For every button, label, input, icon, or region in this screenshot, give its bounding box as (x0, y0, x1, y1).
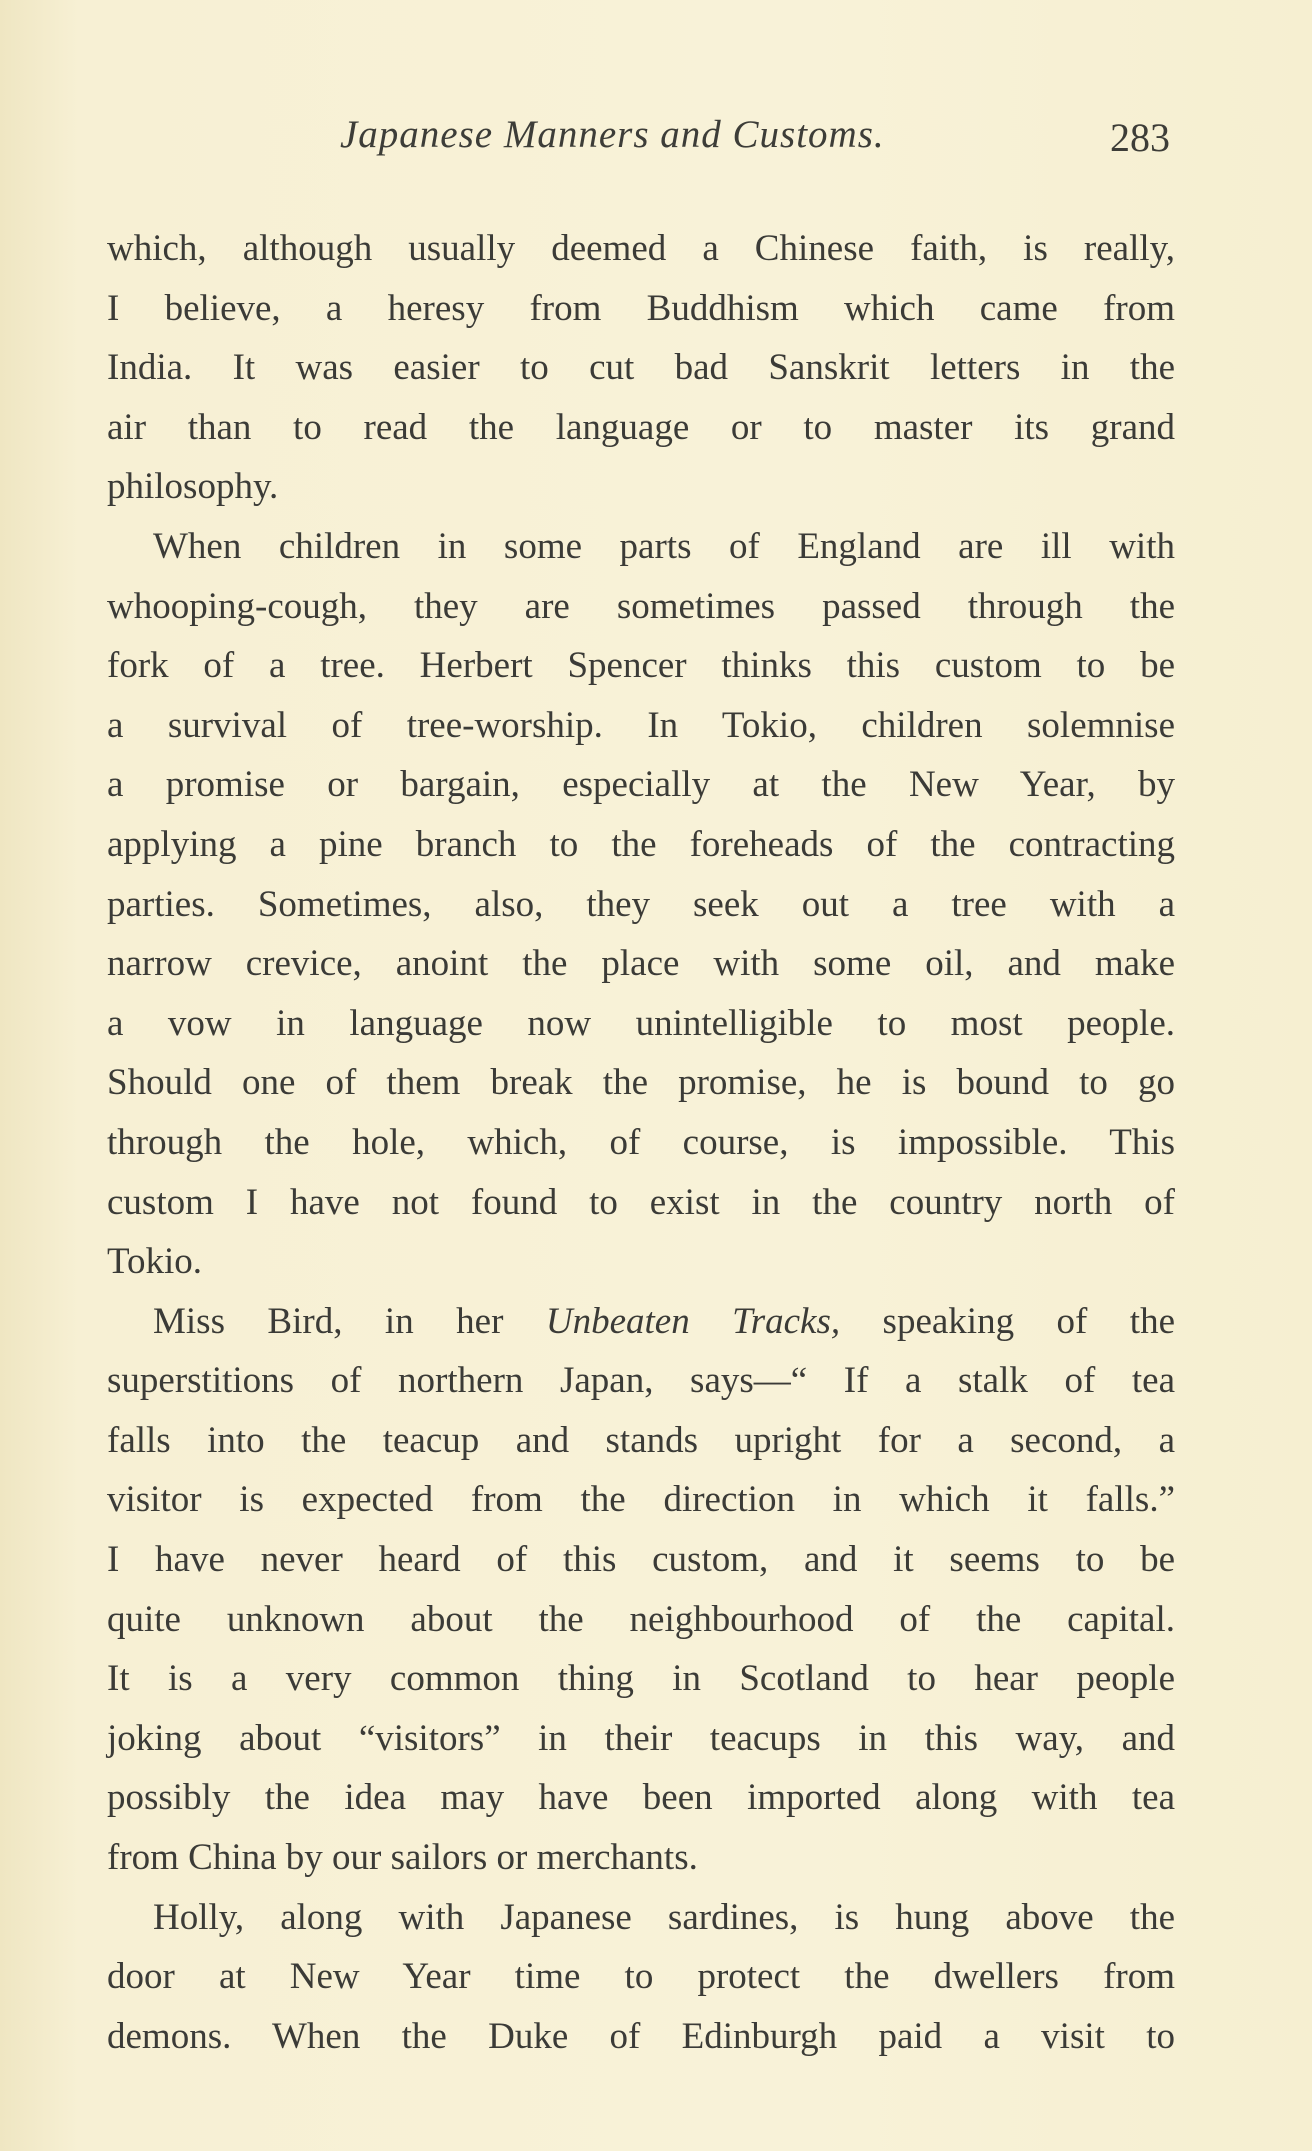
text-line: custom I have not found to exist in the country north of (107, 1181, 1175, 1223)
running-title: Japanese Manners and Customs. (340, 113, 885, 156)
text-line: which, although usually deemed a Chinese faith, is really, (107, 228, 1175, 269)
text-line: possibly the idea may have been imported along with tea (107, 1777, 1175, 1819)
text-line: falls into the teacup and stands upright for a second, a (107, 1419, 1175, 1461)
text-line: a survival of tree-worship. In Tokio, children solemnise (107, 704, 1175, 746)
paragraph-start-line: Holly, along with Japanese sardines, is hung above the (153, 1896, 1175, 1938)
paragraph-start-line (107, 1292, 1175, 1352)
text-line: philosophy. (107, 466, 279, 508)
text-line: applying a pine branch to the foreheads of the contracting (107, 823, 1175, 865)
paragraph-start-line: When children in some parts of England are ill with (153, 525, 1175, 567)
text-line: I believe, a heresy from Buddhism which came from (107, 287, 1175, 329)
text-fragment: speaking of the (840, 1300, 1176, 1342)
text-fragment: Miss Bird, in her (153, 1300, 546, 1342)
text-line: whooping-cough, they are sometimes passed through the (107, 585, 1175, 627)
text-line: joking about “visitors” in their teacups in this way, and (107, 1717, 1175, 1759)
text-line: a vow in language now unintelligible to most people. (107, 1002, 1175, 1044)
text-line: demons. When the Duke of Edinburgh paid a visit to (107, 2015, 1175, 2057)
book-title-italic: Unbeaten Tracks, (545, 1300, 841, 1342)
text-line: from China by our sailors or merchants. (107, 1837, 698, 1879)
text-line: fork of a tree. Herbert Spencer thinks this custom to be (107, 645, 1175, 687)
text-line: air than to read the language or to master its grand (107, 406, 1175, 448)
text-line: superstitions of northern Japan, says—“ If a stalk of tea (107, 1360, 1175, 1402)
text-line: It is a very common thing in Scotland to hear people (107, 1658, 1175, 1700)
text-line: parties. Sometimes, also, they seek out a tree with a (107, 883, 1175, 925)
running-head (340, 112, 1170, 172)
text-line: Should one of them break the promise, he is bound to go (107, 1062, 1175, 1104)
text-line: door at New Year time to protect the dwellers from (107, 1956, 1175, 1998)
text-line: through the hole, which, of course, is impossible. This (107, 1121, 1175, 1163)
text-line: narrow crevice, anoint the place with some oil, and make (107, 943, 1175, 985)
body-text (107, 219, 1175, 2066)
text-line: India. It was easier to cut bad Sanskrit letters in the (107, 347, 1175, 389)
page-number: 283 (1110, 115, 1170, 160)
text-line: quite unknown about the neighbourhood of the capital. (107, 1598, 1175, 1640)
text-line: visitor is expected from the direction in which it falls.” (107, 1479, 1175, 1521)
text-line: Tokio. (107, 1241, 203, 1283)
text-line: a promise or bargain, especially at the New Year, by (107, 764, 1175, 806)
text-line: I have never heard of this custom, and it seems to be (107, 1539, 1175, 1581)
